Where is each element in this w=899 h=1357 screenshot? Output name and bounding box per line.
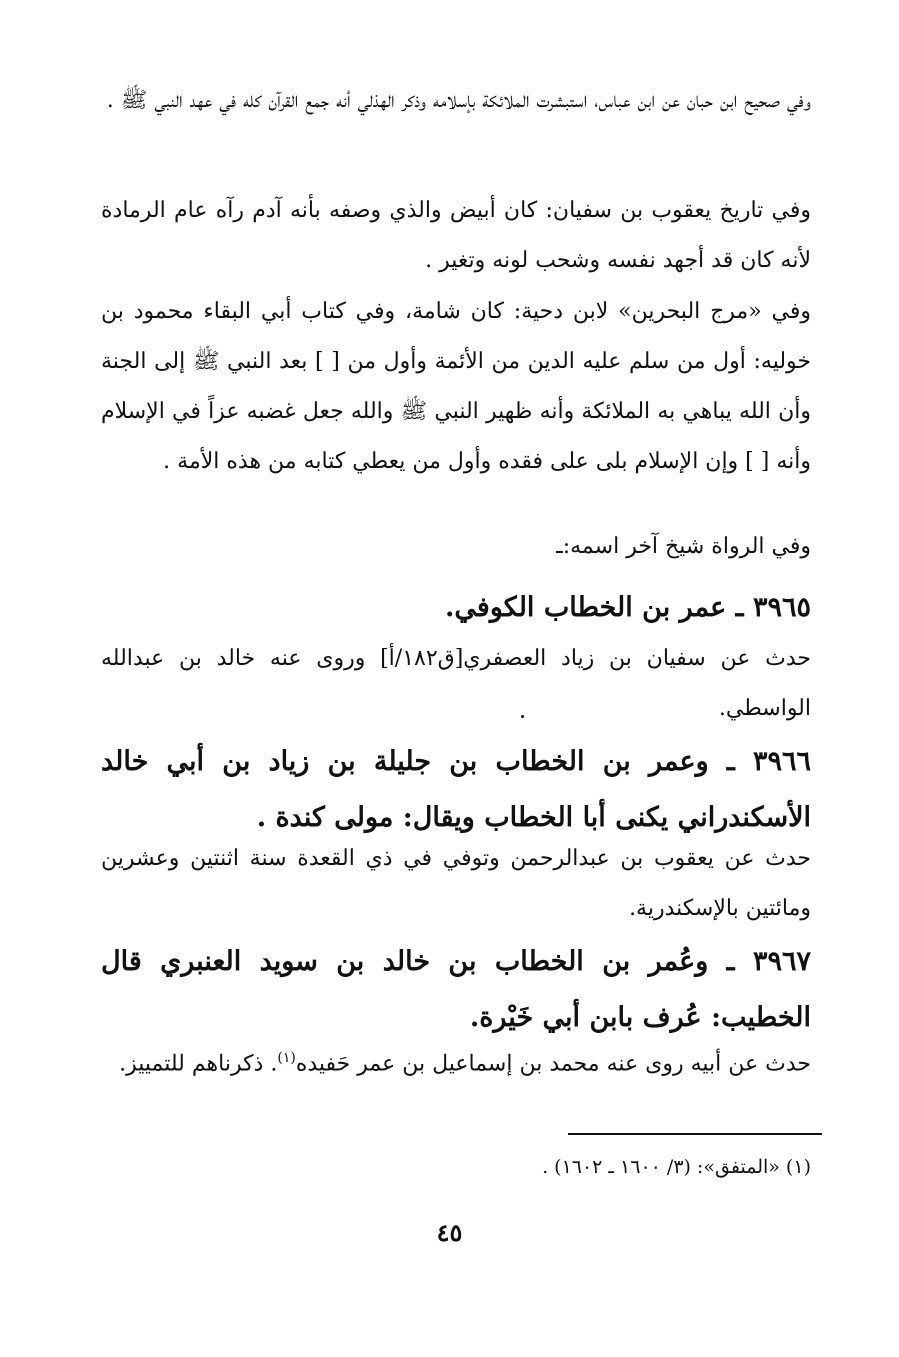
footnote-ref: (١)	[277, 1050, 296, 1066]
entry-body-3967	[101, 1033, 811, 1089]
entry-heading-3966: ٣٩٦٦ ـ وعمر بن الخطاب بن جليلة بن زياد بن أبي خالد الأسكندراني يكنى أبا الخطاب ويقال: مولى كندة .	[101, 746, 811, 833]
entry-body-3967-text: حدث عن أبيه روى عنه محمد بن إسماعيل بن عمر حَفيده	[295, 1051, 811, 1077]
entry-heading-3965: ٣٩٦٥ ـ عمر بن الخطاب الكوفي.	[445, 592, 811, 623]
paragraph-narrators-note: وفي الرواة شيخ آخر اسمه:ـ	[556, 534, 811, 559]
entry-body-3966: حدث عن يعقوب بن عبدالرحمن وتوفي في ذي القعدة سنة اثنتين وعشرين ومائتين بالإسكندرية.	[101, 846, 811, 921]
paragraph-ibn-hibban: وفي صحيح ابن حبان عن ابن عباس، استبشرت الملائكة بإسلامه وذكر الهذلي أنه جمع القرآن كله في عهد النبي ﷺ .	[106, 88, 811, 113]
footnote-text: (١) «المتفق»: (٣/ ١٦٠٠ ـ ١٦٠٢) .	[542, 1156, 811, 1178]
entry-body-3967-tail: . ذكرناهم للتمييز.	[119, 1051, 278, 1077]
ink-dot	[521, 715, 524, 718]
page-number: ٤٥	[436, 1218, 463, 1247]
entry-heading-3967: ٣٩٦٧ ـ وعُمر بن الخطاب بن خالد بن سويد العنبري قال الخطيب: عُرف بابن أبي خَيْرة.	[101, 946, 811, 1033]
footnote-divider	[568, 1133, 822, 1135]
paragraph-yaqub-history: وفي تاريخ يعقوب بن سفيان: كان أبيض والذي وصفه بأنه آدم رآه عام الرمادة لأنه كان قد أجهد نفسه وشحب لونه وتغير .	[101, 198, 811, 273]
paragraph-marj-al-bahrayn: وفي «مرج البحرين» لابن دحية: كان شامة، وفي كتاب أبي البقاء محمود بن خوليه: أول من سلم عليه الدين من الأئمة وأول من [ ] بعد النبي ﷺ إلى الجنة وأن الله يباهي به الملائكة وأنه ظهير النبي ﷺ والله جعل غضبه عزاً في الإسلام وأنه [ ] وإن الإسلام بلى على فقده وأول من يعطي كتابه من هذه الأمة .	[101, 299, 811, 474]
entry-body-3965: حدث عن سفيان بن زياد العصفري[ق١٨٢/أ] وروى عنه خالد بن عبدالله الواسطي.	[101, 646, 811, 721]
